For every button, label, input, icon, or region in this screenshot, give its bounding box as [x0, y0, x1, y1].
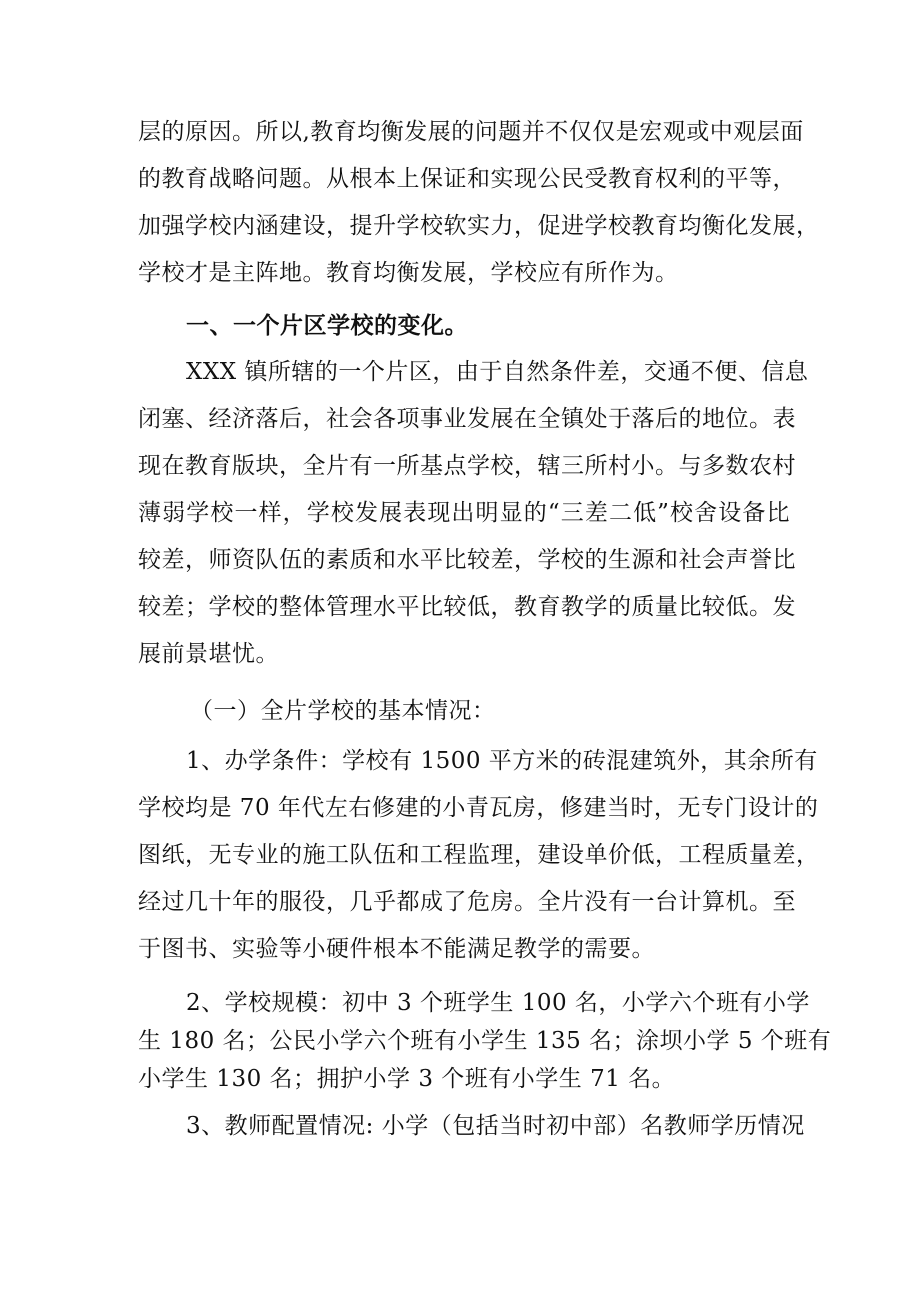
paragraph-line: 层的原因。所以,教育均衡发展的问题并不仅仅是宏观或中观层面 — [138, 119, 804, 145]
paragraph-line: 学校均是 70 年代左右修建的小青瓦房，修建当时，无专门设计的 — [138, 795, 819, 821]
paragraph-line: 的教育战略问题。从根本上保证和实现公民受教育权利的平等， — [138, 166, 796, 192]
paragraph-line: 薄弱学校一样，学校发展表现出明显的“三差二低”校舍设备比 — [138, 500, 790, 526]
paragraph-line: 于图书、实验等小硬件根本不能满足教学的需要。 — [138, 936, 655, 962]
paragraph-line: 图纸，无专业的施工队伍和工程监理，建设单价低，工程质量差， — [138, 842, 820, 868]
paragraph-line: XXX 镇所辖的一个片区，由于自然条件差，交通不便、信息 — [186, 359, 809, 385]
subsection-heading: （一）全片学校的基本情况： — [190, 698, 496, 724]
paragraph-line: 展前景堪忧。 — [138, 641, 279, 667]
paragraph-line: 学校才是主阵地。教育均衡发展，学校应有所作为。 — [138, 260, 679, 286]
paragraph-line: 生 180 名；公民小学六个班有小学生 135 名；涂坝小学 5 个班有 — [138, 1028, 832, 1054]
paragraph-line: 现在教育版块，全片有一所基点学校，辖三所村小。与多数农村 — [138, 453, 796, 479]
paragraph-line: 闭塞、经济落后，社会各项事业发展在全镇处于落后的地位。表 — [138, 406, 796, 432]
paragraph-line: 2、学校规模：初中 3 个班学生 100 名，小学六个班有小学 — [186, 990, 810, 1016]
section-heading: 一、一个片区学校的变化。 — [186, 313, 468, 339]
paragraph-line: 1、办学条件：学校有 1500 平方米的砖混建筑外，其余所有 — [186, 748, 818, 774]
paragraph-line: 较差；学校的整体管理水平比较低，教育教学的质量比较低。发 — [138, 594, 796, 620]
paragraph-line: 较差，师资队伍的素质和水平比较差，学校的生源和社会声誉比 — [138, 547, 796, 573]
paragraph-line: 经过几十年的服役，几乎都成了危房。全片没有一台计算机。至 — [138, 889, 796, 915]
paragraph-line: 加强学校内涵建设，提升学校软实力，促进学校教育均衡化发展， — [138, 213, 820, 239]
paragraph-line: 小学生 130 名；拥护小学 3 个班有小学生 71 名。 — [138, 1066, 676, 1092]
paragraph-line: 3、教师配置情况: 小学（包括当时初中部）名教师学历情况 — [186, 1113, 805, 1139]
